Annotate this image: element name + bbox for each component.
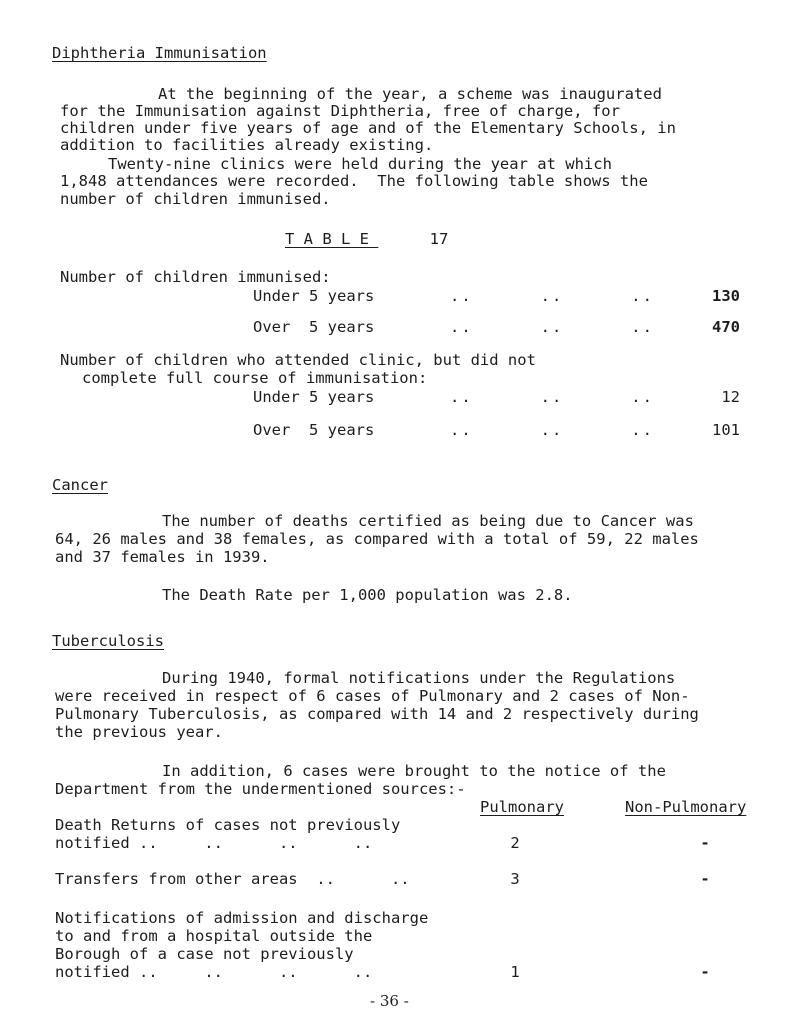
table-row-value: 101 [712, 421, 740, 439]
paragraph-line: 1,848 attendances were recorded. The following table shows the [60, 172, 648, 190]
leader-dots: .. .. .. [450, 287, 654, 305]
non-pulmonary-value: - [700, 834, 710, 852]
paragraph-line: number of children immunised. [60, 190, 331, 208]
death-rate-line: The Death Rate per 1,000 population was 2.8. [162, 586, 573, 604]
table-row-value: 470 [712, 318, 740, 336]
column-header-pulmonary: Pulmonary [480, 798, 564, 816]
section-heading-tuberculosis: Tuberculosis [52, 632, 164, 650]
source-row-line: to and from a hospital outside the [55, 927, 373, 945]
paragraph-line: for the Immunisation against Diphtheria, free of charge, for [60, 102, 620, 120]
table-row-label: Under 5 years [253, 287, 375, 305]
source-row-line: notified .. .. .. .. [55, 963, 373, 981]
table-title [285, 230, 448, 249]
source-row-line: Transfers from other areas .. .. [55, 870, 410, 888]
page-number: - 36 - [370, 992, 409, 1010]
source-row-line: Notifications of admission and discharge [55, 909, 429, 927]
paragraph-line: Twenty-nine clinics were held during the year at which [108, 155, 612, 173]
pulmonary-value: 3 [510, 870, 520, 888]
table-title-text: T A B L E [285, 230, 369, 248]
leader-dots: .. .. .. [450, 388, 654, 406]
leader-dots: .. .. .. [450, 421, 654, 439]
paragraph-line: children under five years of age and of the Elementary Schools, in [60, 119, 676, 137]
paragraph-line: Pulmonary Tuberculosis, as compared with 14 and 2 respectively during [55, 705, 699, 723]
source-row-line: Death Returns of cases not previously [55, 816, 401, 834]
table-label-incomplete: Number of children who attended clinic, but did not [60, 351, 536, 369]
table-row-value: 130 [712, 287, 740, 305]
paragraph-line: At the beginning of the year, a scheme was inaugurated [158, 85, 662, 103]
pulmonary-value: 2 [510, 834, 520, 852]
section-heading-diphtheria: Diphtheria Immunisation [52, 44, 267, 62]
paragraph-line: In addition, 6 cases were brought to the notice of the [162, 762, 666, 780]
paragraph-line: the previous year. [55, 723, 223, 741]
paragraph-line: During 1940, formal notifications under the Regulations [162, 669, 676, 687]
pulmonary-value: 1 [510, 963, 520, 981]
table-row-label: Over 5 years [253, 318, 375, 336]
table-number: 17 [429, 230, 449, 248]
column-header-non-pulmonary: Non-Pulmonary [625, 798, 747, 816]
paragraph-line: were received in respect of 6 cases of Pulmonary and 2 cases of Non- [55, 687, 690, 705]
paragraph-line: Department from the undermentioned sources:- [55, 780, 466, 798]
paragraph-line: The number of deaths certified as being due to Cancer was [162, 512, 694, 530]
non-pulmonary-value: - [700, 963, 710, 981]
table-row-value: 12 [721, 388, 740, 406]
non-pulmonary-value: - [700, 870, 710, 888]
table-label-immunised: Number of children immunised: [60, 268, 331, 286]
paragraph-line: 64, 26 males and 38 females, as compared with a total of 59, 22 males [55, 530, 699, 548]
table-row-label: Over 5 years [253, 421, 375, 439]
source-row-line: notified .. .. .. .. [55, 834, 373, 852]
section-heading-cancer: Cancer [52, 476, 108, 494]
paragraph-line: addition to facilities already existing. [60, 136, 434, 154]
table-label-incomplete: complete full course of immunisation: [82, 369, 428, 387]
source-row-line: Borough of a case not previously [55, 945, 354, 963]
table-row-label: Under 5 years [253, 388, 375, 406]
paragraph-line: and 37 females in 1939. [55, 548, 270, 566]
leader-dots: .. .. .. [450, 318, 654, 336]
